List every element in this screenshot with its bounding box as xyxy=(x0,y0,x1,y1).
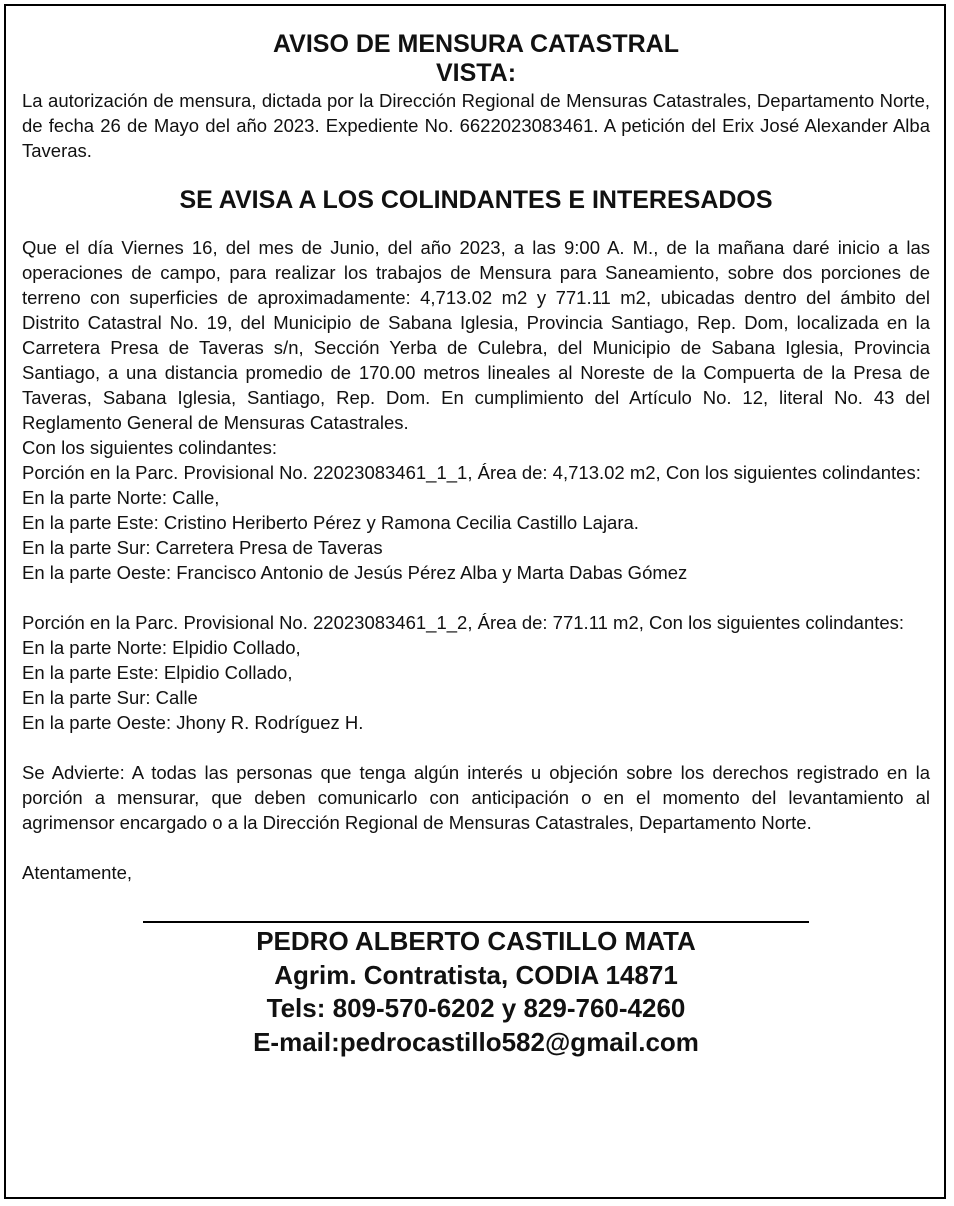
portion1-oeste: En la parte Oeste: Francisco Antonio de Jesús Pérez Alba y Marta Dabas Gómez xyxy=(22,562,688,583)
advertencia-paragraph: Se Advierte: A todas las personas que tenga algún interés u objeción sobre los derechos registrado en la porción a mensurar, que deben comunicarlo con anticipación o en el momento del levantamiento al agrimensor encargado o a la Dirección Regional de Mensuras Catastrales, Departamento Norte. xyxy=(22,762,930,833)
portion1-norte: En la parte Norte: Calle, xyxy=(22,487,220,508)
signature-name: PEDRO ALBERTO CASTILLO MATA xyxy=(256,926,696,956)
colindantes-intro: Con los siguientes colindantes: xyxy=(22,437,278,458)
subheading: SE AVISA A LOS COLINDANTES E INTERESADOS xyxy=(179,186,773,214)
portion1-este: En la parte Este: Cristino Heriberto Pérez y Ramona Cecilia Castillo Lajara. xyxy=(22,512,639,533)
notice-border xyxy=(4,4,946,1199)
portion2-sur: En la parte Sur: Calle xyxy=(22,687,198,708)
notice-title-vista: VISTA: xyxy=(435,59,517,87)
closing: Atentamente, xyxy=(22,862,133,883)
spacer xyxy=(22,735,930,760)
signature-phones: Tels: 809-570-6202 y 829-760-4260 xyxy=(266,993,686,1023)
signature-email: E-mail:pedrocastillo582@gmail.com xyxy=(253,1026,699,1057)
portion1-description: Porción en la Parc. Provisional No. 22023083461_1_1, Área de: 4,713.02 m2, Con los siguientes colindantes: xyxy=(22,462,921,483)
signature-title: Agrim. Contratista, CODIA 14871 xyxy=(274,959,678,990)
portion2-description: Porción en la Parc. Provisional No. 22023083461_1_2, Área de: 771.11 m2, Con los siguientes colindantes: xyxy=(22,612,905,633)
spacer xyxy=(22,585,930,610)
signature-line xyxy=(143,905,809,923)
intro-paragraph: La autorización de mensura, dictada por la Dirección Regional de Mensuras Catastrales, Departamento Norte, de fecha 26 de Mayo del año 2023. Expediente No. 6622023083461. A petición del Erix José Alexander Alba Taveras. xyxy=(22,90,930,161)
spacer xyxy=(22,835,930,860)
main-paragraph: Que el día Viernes 16, del mes de Junio, del año 2023, a las 9:00 A. M., de la mañana daré inicio a las operaciones de campo, para realizar los trabajos de Mensura para Saneamiento, sobre dos porciones de terreno con superficies de aproximadamente: 4,713.02 m2 y 771.11 m2, ubicadas dentro del ámbito del Distrito Catastral No. 19, del Municipio de Sabana Iglesia, Provincia Santiago, Rep. Dom, localizada en la Carretera Presa de Taveras s/n, Sección Yerba de Culebra, del Municipio de Sabana Iglesia, Provincia Santiago, a una distancia promedio de 170.00 metros lineales al Noreste de la Compuerta de la Presa de Taveras, Sabana Iglesia, Santiago, Rep. Dom. En cumplimiento del Artículo No. 12, literal No. 43 del Reglamento General de Mensuras Catastrales. xyxy=(22,237,930,433)
portion2-oeste: En la parte Oeste: Jhony R. Rodríguez H. xyxy=(22,712,364,733)
notice-content xyxy=(22,30,930,1057)
portion2-este: En la parte Este: Elpidio Collado, xyxy=(22,662,293,683)
notice-title: AVISO DE MENSURA CATASTRAL xyxy=(272,30,680,58)
portion1-sur: En la parte Sur: Carretera Presa de Taveras xyxy=(22,537,383,558)
portion2-norte: En la parte Norte: Elpidio Collado, xyxy=(22,637,301,658)
